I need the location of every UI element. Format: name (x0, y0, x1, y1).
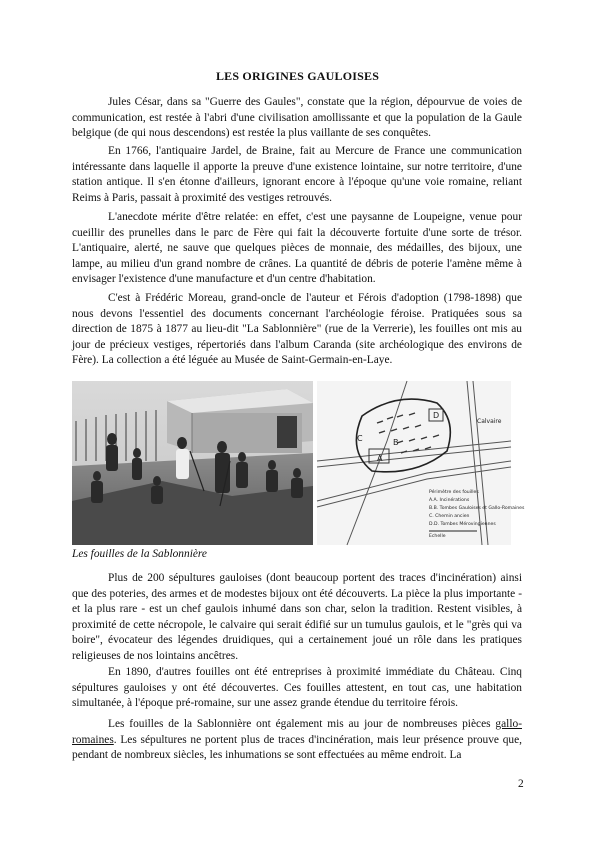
site-map-drawing (317, 381, 525, 545)
page-title: LES ORIGINES GAULOISES (215, 69, 380, 83)
paragraph-7-start: Les fouilles de la Sablonnière ont également mis au jour de nombreuses pièces (108, 718, 496, 730)
map-legend-title: Périmètre des fouilles (429, 490, 479, 495)
paragraph-6: En 1890, d'autres fouilles ont été entreprises à proximité immédiate du Château. Cinq sépultures gauloises y ont été découvertes. Ces fouilles attestent, en tout cas, une habitation simultanée, à l'époque pré-romaine, sur une assez grande étendue du territoire férois. (72, 666, 522, 710)
figure-caption: Les fouilles de la Sablonnière (72, 548, 207, 560)
paragraph-3: L'anecdote mérite d'être relatée: en effet, c'est une paysanne de Loupeigne, venue pour cueillir des prunelles dans le parc de Fère qui fait la découverte fortuite d'une sorte de trésor. L'antiquaire, alerté, ne sauve que quelques pièces de monnaie, des médailles, des bijoux, une lampe, au milieu d'un grand nombre de crânes. La quantité de débris de poterie l'amène même à envisager l'existence d'une manufacture et d'un centre d'habitation. (72, 211, 522, 286)
paragraph-2: En 1766, l'antiquaire Jardel, de Braine, fait au Mercure de France une communication intéressante dans laquelle il apporte la preuve d'une existence lointaine, sur notre territoire, d'une station antique. Il s'en étonne d'ailleurs, ignorant encore à l'époque qu'une voie romaine, reliant Reims à Paris, passait à proximité des vestiges retrouvés. (72, 145, 522, 204)
map-label-a: A (377, 454, 383, 463)
paragraph-5: Plus de 200 sépultures gauloises (dont beaucoup portent des traces d'incinération) ainsi que des poteries, des armes et de modestes bijoux ont été découverts. La pièce la plus importante - et la plus rare - est un chef gaulois inhumé dans son char, selon la tradition. Restent visibles, à proximité de cette nécropole, le calvaire qui serait édifié sur un tumulus gaulois, et le "grès qui va boire", évocateur des légendes druidiques, qui a certainement joué un rôle dans les pratiques religieuses de nos lointains ancêtres. (72, 572, 522, 662)
map-label-c: C (357, 434, 363, 443)
map-legend-c: C. Chemin ancien (429, 514, 470, 519)
map-legend-a: A.A. Incinérations (429, 498, 470, 503)
page-number: 2 (518, 778, 524, 790)
map-scale-label: Echelle (429, 534, 446, 539)
map-label-b: B (393, 438, 399, 447)
map-label-calvaire: Calvaire (477, 418, 502, 425)
map-label-d: D (433, 411, 440, 420)
excavation-photo-drawing (72, 381, 313, 545)
gallo-romaines-link[interactable]: gallo-romaines (72, 718, 522, 746)
paragraph-4: C'est à Frédéric Moreau, grand-oncle de l'auteur et Férois d'adoption (1798-1898) que nous devons l'essentiel des documents concernant l'archéologie féroise. Pratiquées sous sa direction de 1875 à 1877 au lieu-dit "La Sablonnière" (rue de la Verrerie), les fouilles ont mis au jour de précieux vestiges, répertoriés dans l'album Caranda (site archéologique des environs de Fère). La collection a été léguée au Musée de Saint-Germain-en-Laye. (72, 292, 522, 367)
paragraph-7 (72, 717, 522, 764)
map-legend-d: D.D. Tombes Mérovingiennes (429, 522, 496, 527)
paragraph-7-end: . Les sépultures ne portent plus de traces d'incinération, mais leur présence prouve que, pendant de nombreux siècles, les inhumations se sont effectuées au même endroit. La (72, 733, 522, 762)
site-map (317, 381, 525, 545)
excavation-photo (72, 381, 313, 545)
paragraph-1: Jules César, dans sa "Guerre des Gaules", constate que la région, dépourvue de voies de communication, est restée à l'abri d'une civilisation amollissante et que la population de la Gaule belgique (de qui nous descendons) est restée la plus vaillante de ses conquêtes. (72, 96, 522, 140)
map-legend-b: B.B. Tombes Gauloises et Gallo-Romaines (429, 506, 525, 511)
